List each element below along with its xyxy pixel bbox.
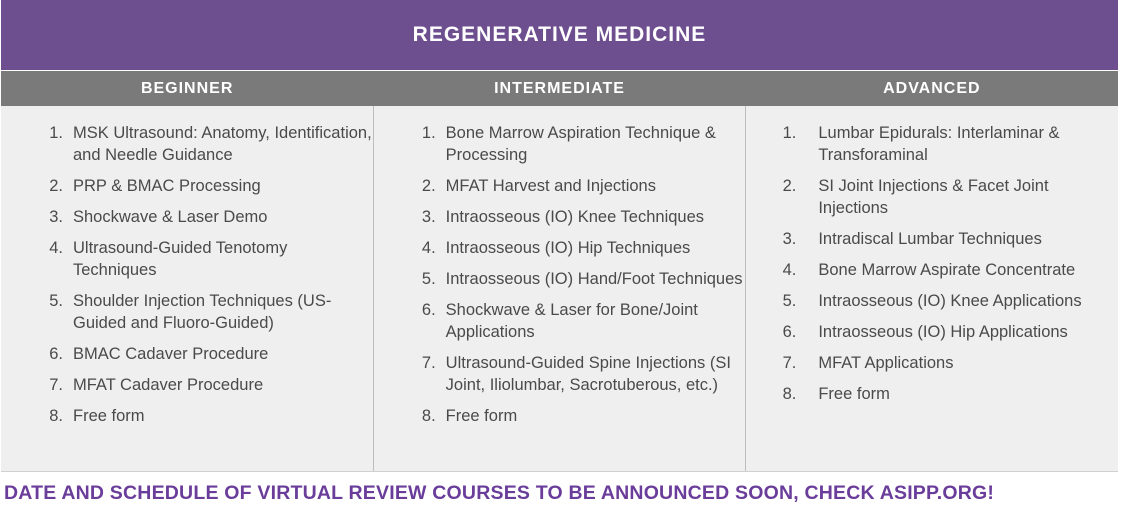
list-item — [1, 122, 373, 166]
item-number: 4. — [421, 239, 436, 257]
item-text: Ultrasound-Guided Tenotomy Techniques — [73, 239, 288, 279]
column-beginner — [1, 106, 374, 471]
item-text: SI Joint Injections & Facet Joint Injections — [818, 177, 1049, 217]
item-number: 3. — [782, 230, 797, 248]
item-number: 3. — [49, 208, 63, 226]
item-text: Intraosseous (IO) Hand/Foot Techniques — [445, 270, 743, 288]
list-item — [746, 122, 1118, 166]
item-text: Bone Marrow Aspirate Concentrate — [818, 261, 1076, 279]
list-item — [374, 352, 746, 396]
item-number: 5. — [782, 292, 797, 310]
item-number: 7. — [782, 354, 797, 372]
curriculum-table — [1, 0, 1118, 472]
course-list — [1, 122, 373, 427]
column-advanced — [746, 106, 1118, 471]
item-text: Ultrasound-Guided Spine Injections (SI Joint, Iliolumbar, Sacrotuberous, etc.) — [445, 354, 731, 394]
item-text: PRP & BMAC Processing — [73, 177, 261, 195]
list-item — [1, 374, 373, 396]
list-item — [746, 290, 1118, 312]
list-item — [374, 175, 746, 197]
item-number: 8. — [49, 407, 63, 425]
list-item — [1, 290, 373, 334]
list-item — [374, 122, 746, 166]
item-number: 3. — [421, 208, 436, 226]
list-item — [746, 175, 1118, 219]
item-text: Intraosseous (IO) Knee Techniques — [445, 208, 705, 226]
list-item — [746, 259, 1118, 281]
list-item — [746, 228, 1118, 250]
item-number: 2. — [49, 177, 63, 195]
list-item — [746, 383, 1118, 405]
item-text: Shoulder Injection Techniques (US-Guided and Fluoro-Guided) — [73, 292, 332, 332]
list-item — [374, 268, 746, 290]
item-number: 5. — [421, 270, 436, 288]
item-text: BMAC Cadaver Procedure — [73, 345, 269, 363]
item-text: Intraosseous (IO) Hip Techniques — [445, 239, 691, 257]
item-number: 1. — [49, 124, 63, 142]
item-number: 1. — [421, 124, 436, 142]
item-number: 2. — [421, 177, 436, 195]
item-number: 6. — [49, 345, 63, 363]
column-intermediate — [374, 106, 747, 471]
item-number: 1. — [782, 124, 797, 142]
item-text: Shockwave & Laser Demo — [73, 208, 268, 226]
item-number: 8. — [421, 407, 436, 425]
column-header-intermediate: INTERMEDIATE — [494, 79, 625, 97]
list-item — [374, 237, 746, 259]
list-item — [1, 237, 373, 281]
list-item — [746, 352, 1118, 374]
item-text: MFAT Applications — [818, 354, 954, 372]
course-list — [374, 122, 746, 427]
item-number: 7. — [49, 376, 63, 394]
item-text: Intraosseous (IO) Knee Applications — [818, 292, 1082, 310]
item-text: Intraosseous (IO) Hip Applications — [818, 323, 1068, 341]
item-text: Free form — [445, 407, 518, 425]
item-number: 6. — [782, 323, 797, 341]
item-number: 4. — [49, 239, 63, 257]
item-number: 4. — [782, 261, 797, 279]
item-number: 7. — [421, 354, 436, 372]
list-item — [746, 321, 1118, 343]
table-body — [1, 106, 1118, 472]
list-item — [1, 175, 373, 197]
list-item — [374, 206, 746, 228]
item-text: Bone Marrow Aspiration Technique & Processing — [445, 124, 716, 164]
item-text: Free form — [818, 385, 890, 403]
list-item — [374, 299, 746, 343]
item-text: Free form — [73, 407, 145, 425]
title-bar — [1, 0, 1118, 70]
course-list — [746, 122, 1118, 405]
item-number: 5. — [49, 292, 63, 310]
item-text: Shockwave & Laser for Bone/Joint Applications — [445, 301, 698, 341]
footer-announcement: DATE AND SCHEDULE OF VIRTUAL REVIEW COURSES TO BE ANNOUNCED SOON, CHECK ASIPP.ORG! — [4, 482, 995, 504]
list-item — [1, 206, 373, 228]
item-text: Intradiscal Lumbar Techniques — [818, 230, 1042, 248]
item-number: 8. — [782, 385, 797, 403]
list-item — [374, 405, 746, 427]
table-title: REGENERATIVE MEDICINE — [412, 23, 707, 46]
item-text: Lumbar Epidurals: Interlaminar & Transforaminal — [818, 124, 1060, 164]
item-number: 6. — [421, 301, 436, 319]
list-item — [1, 405, 373, 427]
item-text: MFAT Harvest and Injections — [445, 177, 656, 195]
column-header-advanced: ADVANCED — [883, 79, 981, 97]
column-header-row — [1, 71, 1118, 106]
item-text: MSK Ultrasound: Anatomy, Identification, and Needle Guidance — [73, 124, 372, 164]
column-header-beginner: BEGINNER — [140, 79, 234, 97]
item-number: 2. — [782, 177, 797, 195]
item-text: MFAT Cadaver Procedure — [73, 376, 264, 394]
list-item — [1, 343, 373, 365]
